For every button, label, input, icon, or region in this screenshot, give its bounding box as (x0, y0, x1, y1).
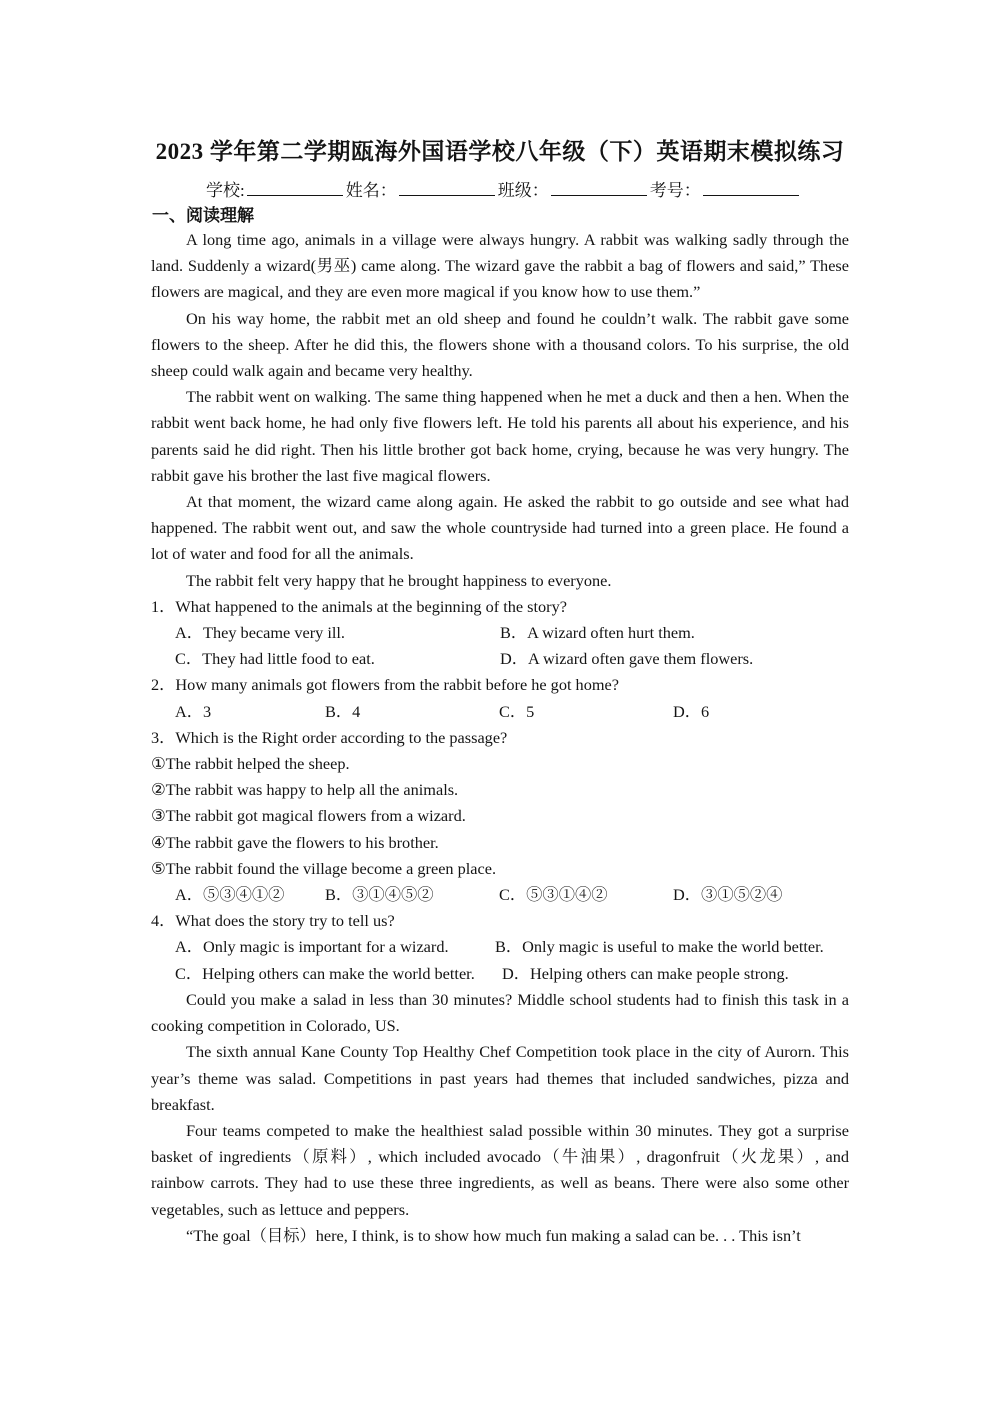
q3-option-d[interactable]: D．③①⑤②④ (673, 885, 783, 905)
passage2-paragraph: “The goal（目标）here, I think, is to show how much fun making a salad can be. . . This isn’t (186, 1225, 801, 1245)
question-3-options (151, 882, 849, 908)
q3-sequence-item: ④The rabbit gave the flowers to his brother. (151, 832, 439, 852)
student-info-line (206, 176, 802, 201)
question-1-stem: 1．What happened to the animals at the beginning of the story? (151, 596, 567, 616)
question-4-options-row1 (151, 934, 849, 960)
q4-option-a[interactable]: A．Only magic is important for a wizard. (175, 937, 449, 957)
school-label: 学校: (206, 181, 245, 200)
q3-sequence-item: ⑤The rabbit found the village become a green place. (151, 858, 497, 878)
question-1-options-row1 (151, 620, 849, 646)
q3-sequence-item: ②The rabbit was happy to help all the animals. (151, 780, 459, 800)
q4-option-c[interactable]: C．Helping others can make the world better. (175, 963, 475, 983)
page-title: 2023 学年第二学期瓯海外国语学校八年级（下）英语期末模拟练习 (155, 139, 845, 164)
passage2-paragraph: The sixth annual Kane County Top Healthy Chef Competition took place in the city of Aurorn. This year’s theme was salad. Competitions in past years had themes that included sandwiches, pizza and breakfast. (151, 1042, 849, 1114)
q3-sequence-item: ①The rabbit helped the sheep. (151, 754, 350, 774)
section-heading: 一、阅读理解 (152, 206, 254, 225)
question-2-options (151, 699, 849, 725)
passage2-paragraph: Four teams competed to make the healthiest salad possible within 30 minutes. They got a surprise basket of ingredients（原料）, which included avocado（牛油果）, dragonfruit（火龙果）, and rainbow carrots. They had to use these three ingredients, as well as beans. There were also some other vegetables, such as lettuce and peppers. (151, 1120, 849, 1219)
name-label: 姓名： (345, 181, 397, 200)
passage1-paragraph: The rabbit felt very happy that he brought happiness to everyone. (186, 570, 612, 590)
q2-option-d[interactable]: D．6 (673, 701, 710, 721)
q3-option-c[interactable]: C．⑤③①④② (499, 885, 608, 905)
class-blank[interactable] (551, 180, 647, 196)
q1-option-d[interactable]: D．A wizard often gave them flowers. (500, 649, 754, 669)
school-blank[interactable] (247, 180, 343, 196)
reading-body (151, 227, 849, 1249)
q1-option-a[interactable]: A．They became very ill. (175, 623, 345, 643)
question-3-stem: 3．Which is the Right order according to the passage? (151, 727, 508, 747)
q4-option-b[interactable]: B．Only magic is useful to make the world better. (495, 937, 824, 957)
question-4-stem: 4．What does the story try to tell us? (151, 911, 395, 931)
q1-option-c[interactable]: C．They had little food to eat. (175, 649, 375, 669)
q3-option-a[interactable]: A．⑤③④①② (175, 885, 285, 905)
q2-option-b[interactable]: B．4 (325, 701, 361, 721)
number-label: 考号： (649, 181, 701, 200)
question-4-options-row2 (151, 961, 849, 987)
name-blank[interactable] (399, 180, 495, 196)
q1-option-b[interactable]: B．A wizard often hurt them. (500, 623, 695, 643)
q3-sequence-item: ③The rabbit got magical flowers from a wizard. (151, 806, 466, 826)
class-label: 班级： (497, 181, 549, 200)
passage1-paragraph: The rabbit went on walking. The same thing happened when he met a duck and then a hen. When the rabbit went back home, he had only five flowers left. He told his parents all about his experience, and his parents said he did right. Then his little brother got back home, crying, because he was very hungry. The rabbit gave his brother the last five magical flowers. (151, 387, 849, 485)
passage1-paragraph: At that moment, the wizard came along again. He asked the rabbit to go outside and see what had happened. The rabbit went out, and saw the whole countryside had turned into a green place. He found a lot of water and food for all the animals. (151, 492, 849, 564)
question-2-stem: 2．How many animals got flowers from the rabbit before he got home? (151, 675, 619, 695)
q2-option-a[interactable]: A．3 (175, 701, 212, 721)
passage2-paragraph: Could you make a salad in less than 30 minutes? Middle school students had to finish this task in a cooking competition in Colorado, US. (151, 989, 849, 1036)
q2-option-c[interactable]: C．5 (499, 701, 535, 721)
question-1-options-row2 (151, 646, 849, 672)
q4-option-d[interactable]: D．Helping others can make people strong. (502, 963, 789, 983)
q3-option-b[interactable]: B．③①④⑤② (325, 885, 434, 905)
passage1-paragraph: On his way home, the rabbit met an old sheep and found he couldn’t walk. The rabbit gave some flowers to the sheep. After he did this, the flowers shone with a thousand colors. To his surprise, the old sheep could walk again and became very healthy. (151, 308, 849, 381)
passage1-paragraph: A long time ago, animals in a village were always hungry. A rabbit was walking sadly through the land. Suddenly a wizard(男巫) came along. The wizard gave the rabbit a bag of flowers and said,” These flowers are magical, and they are even more magical if you know how to use them.” (151, 230, 849, 302)
number-blank[interactable] (703, 180, 799, 196)
